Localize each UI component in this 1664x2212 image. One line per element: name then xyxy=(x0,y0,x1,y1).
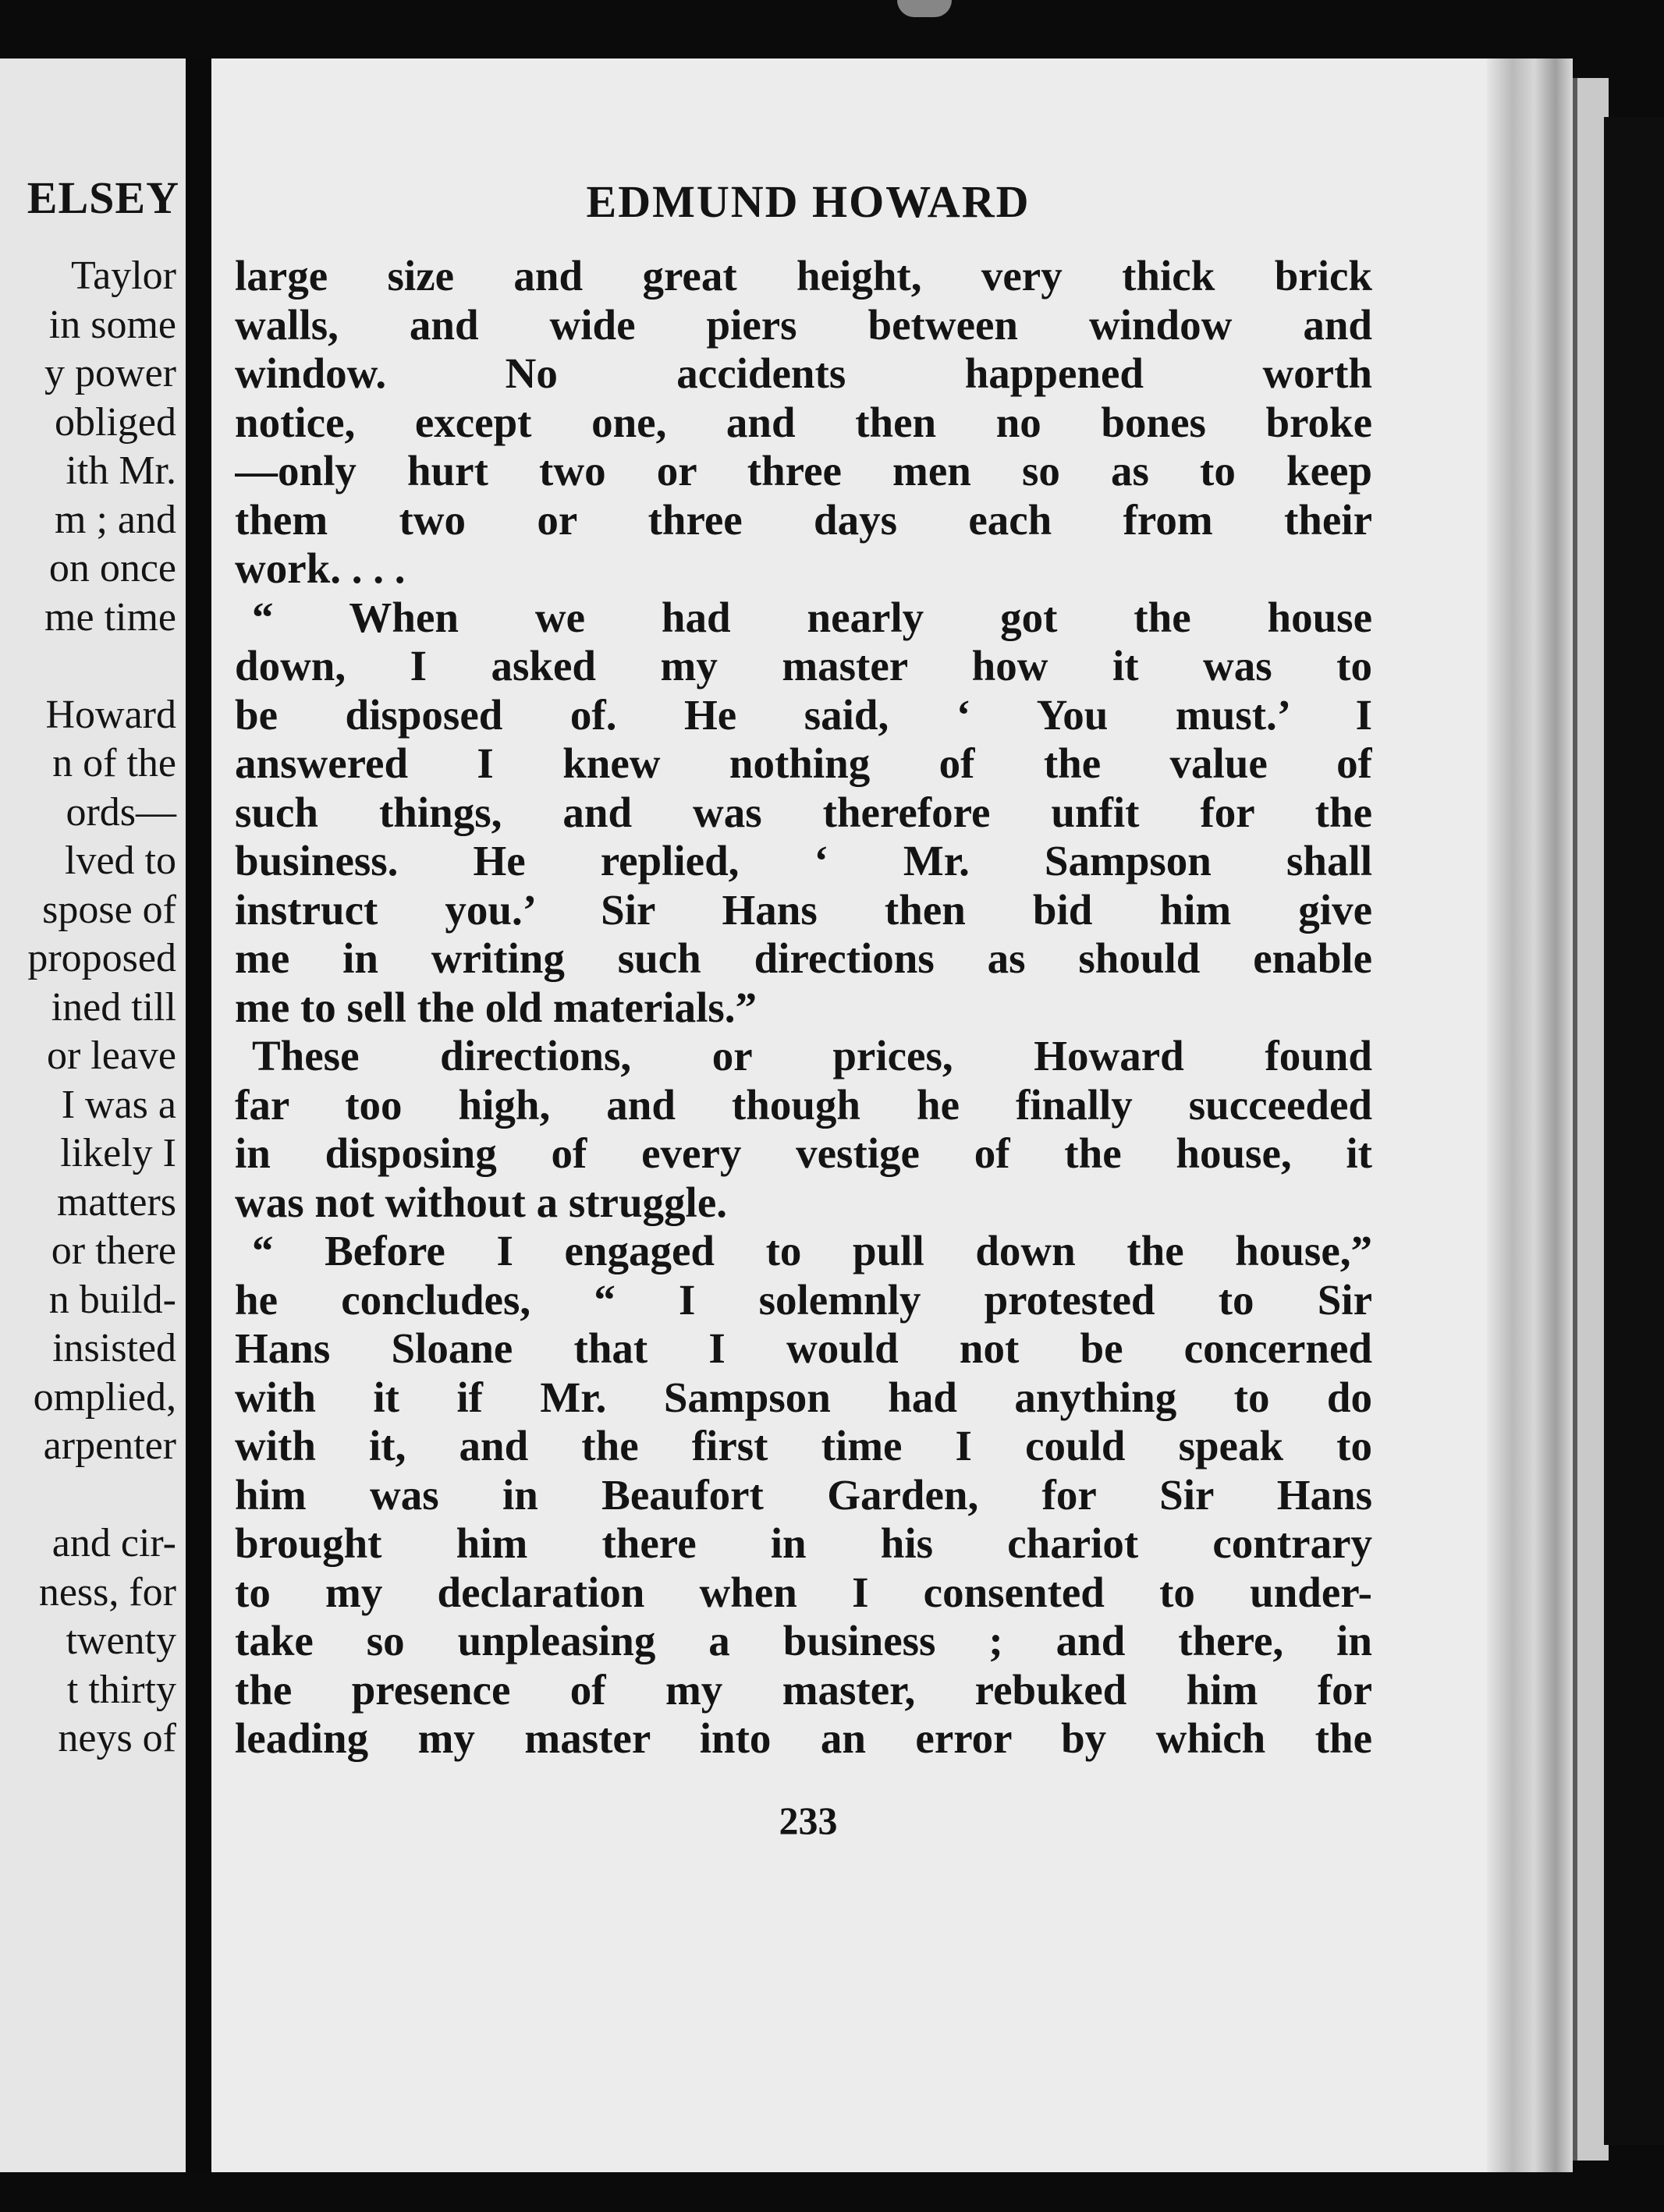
left-text-line: I was a xyxy=(61,1082,176,1127)
left-text-line: ness, for xyxy=(38,1569,176,1615)
scan-artifact xyxy=(897,0,952,17)
left-text-line: lved to xyxy=(65,838,176,883)
right-page xyxy=(211,58,1573,2172)
text-line: be disposed of. He said, ‘ You must.’ I xyxy=(235,690,1372,739)
left-text-line: on once xyxy=(48,546,176,590)
text-line: he concludes, “ I solemnly protested to Sir xyxy=(235,1275,1372,1324)
left-text-line: or there xyxy=(51,1228,176,1273)
left-text-line: ith Mr. xyxy=(66,448,176,493)
text-line: me in writing such directions as should enable xyxy=(235,934,1372,982)
text-line: far too high, and though he finally succeeded xyxy=(235,1080,1372,1129)
left-text-line: y power xyxy=(44,351,176,395)
running-head: EDMUND HOWARD xyxy=(586,176,1031,227)
text-line: notice, except one, and then no bones broke xyxy=(235,398,1372,446)
left-text-line: obliged xyxy=(55,399,176,445)
left-text-line: and cir- xyxy=(51,1521,176,1565)
left-page-fragment xyxy=(0,58,186,2172)
left-text-line: or leave xyxy=(46,1033,176,1078)
text-line: work. . . . xyxy=(235,544,406,592)
left-text-line: twenty xyxy=(66,1618,176,1663)
left-text-line: insisted xyxy=(52,1326,176,1370)
text-line: with it, and the first time I could speak to xyxy=(235,1422,1372,1469)
text-line: to my declaration when I consented to under- xyxy=(235,1568,1372,1616)
left-text-line: Taylor xyxy=(71,253,176,298)
left-text-line xyxy=(27,1471,176,1520)
text-line: instruct you.’ Sir Hans then bid him give xyxy=(235,885,1372,934)
body-text xyxy=(235,252,1372,1764)
text-line: leading my master into an error by which the xyxy=(235,1714,1372,1762)
left-text-line: likely I xyxy=(60,1131,176,1175)
text-line: was not without a struggle. xyxy=(235,1178,727,1226)
text-line: in disposing of every vestige of the house, it xyxy=(235,1129,1372,1177)
gutter xyxy=(186,58,211,2172)
text-line: such things, and was therefore unfit for the xyxy=(235,788,1372,836)
left-running-head: ELSEY xyxy=(27,172,179,223)
text-line: window. No accidents happened worth xyxy=(235,349,1372,397)
text-line: “ Before I engaged to pull down the house,” xyxy=(252,1227,1372,1274)
left-text-line: n build- xyxy=(48,1277,176,1322)
text-line: brought him there in his chariot contrary xyxy=(235,1519,1372,1567)
left-page-text xyxy=(27,252,176,1764)
book-edge-outer xyxy=(1604,117,1664,2145)
left-text-line: proposed xyxy=(27,936,176,980)
left-text-line: ined till xyxy=(51,984,176,1030)
left-text-line: n of the xyxy=(52,741,176,785)
text-line: answered I knew nothing of the value of xyxy=(235,739,1372,787)
left-text-line: omplied, xyxy=(33,1374,176,1420)
text-line: him was in Beaufort Garden, for Sir Hans xyxy=(235,1470,1372,1519)
left-text-line: arpenter xyxy=(43,1423,176,1468)
page-number: 233 xyxy=(779,1799,838,1842)
left-text-line: t thirty xyxy=(66,1667,176,1712)
text-line: business. He replied, ‘ Mr. Sampson shall xyxy=(235,837,1372,884)
text-line: with it if Mr. Sampson had anything to do xyxy=(235,1373,1372,1421)
page-edge-shading xyxy=(1487,58,1573,2172)
text-line: down, I asked my master how it was to xyxy=(235,642,1372,689)
left-text-line: m ; and xyxy=(55,497,176,542)
left-text-line: me time xyxy=(44,594,176,640)
text-line: large size and great height, very thick brick xyxy=(235,252,1372,300)
left-text-line: neys of xyxy=(58,1716,176,1760)
text-line: me to sell the old materials.” xyxy=(235,983,757,1031)
text-line: the presence of my master, rebuked him for xyxy=(235,1665,1372,1714)
left-text-line: in some xyxy=(48,302,176,347)
left-text-line: ords— xyxy=(66,789,176,835)
text-line: walls, and wide piers between window and xyxy=(235,300,1372,349)
text-line: take so unpleasing a business ; and there, in xyxy=(235,1617,1372,1664)
left-text-line xyxy=(27,642,176,691)
text-line: Hans Sloane that I would not be concerned xyxy=(235,1324,1372,1372)
left-text-line: Howard xyxy=(45,692,176,737)
text-line: These directions, or prices, Howard found xyxy=(252,1032,1372,1079)
text-line: them two or three days each from their xyxy=(235,495,1372,544)
text-line: “ When we had nearly got the house xyxy=(252,593,1372,641)
left-text-line: matters xyxy=(56,1179,176,1225)
left-text-line: spose of xyxy=(42,887,176,932)
text-line: —only hurt two or three men so as to keep xyxy=(235,447,1372,495)
